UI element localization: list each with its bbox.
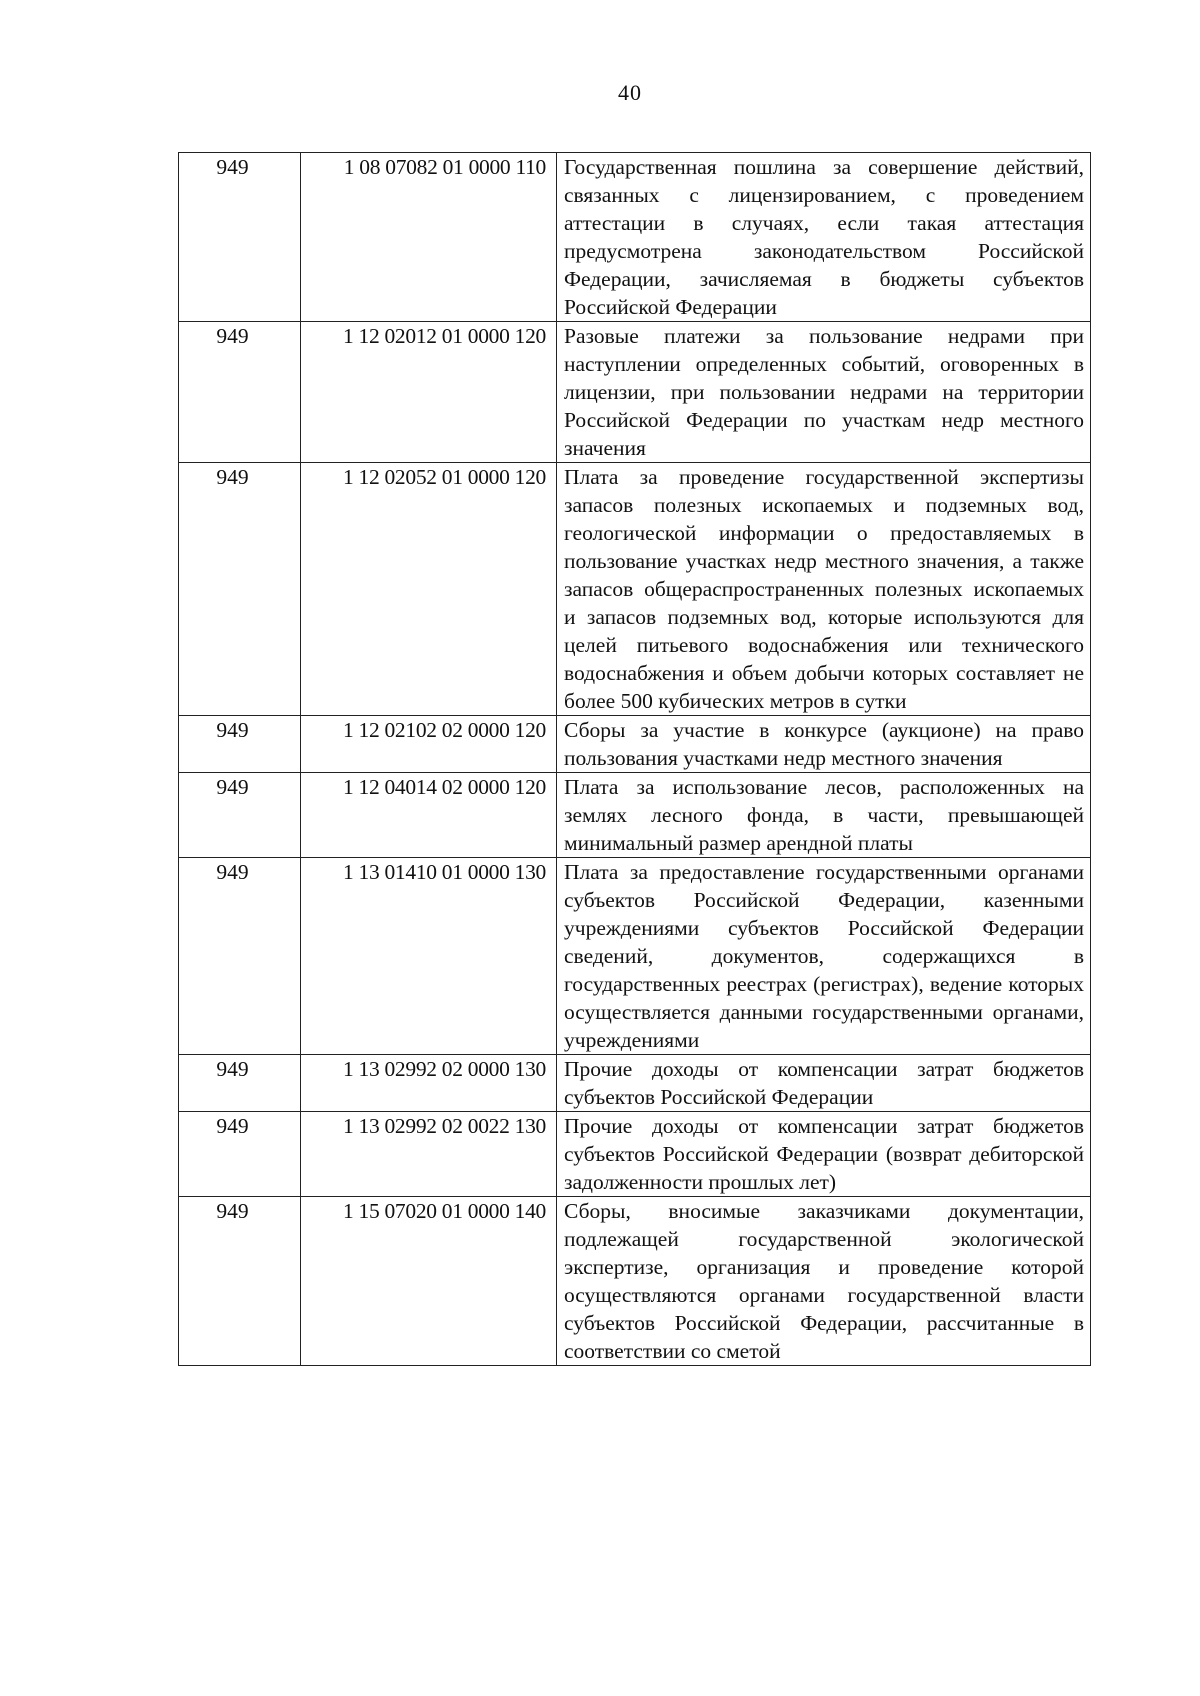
admin-code-cell: 949 — [179, 1197, 301, 1366]
budget-code-cell: 1 12 04014 02 0000 120 — [301, 773, 557, 858]
admin-code-cell: 949 — [179, 716, 301, 773]
page-number: 40 — [618, 80, 642, 105]
admin-code-cell: 949 — [179, 1112, 301, 1197]
table-row — [179, 773, 1091, 858]
table-row — [179, 463, 1091, 716]
table-row — [179, 716, 1091, 773]
admin-code-cell: 949 — [179, 1055, 301, 1112]
table-row — [179, 858, 1091, 1055]
admin-code-cell: 949 — [179, 773, 301, 858]
revenue-name-cell: Разовые платежи за пользование недрами при наступлении определенных событий, оговоренных в лицензии, при пользовании недрами на территории Российской Федерации по участкам недр местного значения — [557, 322, 1091, 463]
table-row — [179, 1197, 1091, 1366]
budget-code-cell: 1 13 02992 02 0022 130 — [301, 1112, 557, 1197]
budget-code-cell: 1 12 02102 02 0000 120 — [301, 716, 557, 773]
revenue-name-cell: Плата за предоставление государственными органами субъектов Российской Федерации, казенными учреждениями субъектов Российской Федерации сведений, документов, содержащихся в государственных реестрах (регистрах), ведение которых осуществляется данными государственными органами, учреждениями — [557, 858, 1091, 1055]
table-row — [179, 1055, 1091, 1112]
admin-code-cell: 949 — [179, 322, 301, 463]
revenue-name-cell: Государственная пошлина за совершение действий, связанных с лицензированием, с проведением аттестации в случаях, если такая аттестация предусмотрена законодательством Российской Федерации, зачисляемая в бюджеты субъектов Российской Федерации — [557, 153, 1091, 322]
admin-code-cell: 949 — [179, 153, 301, 322]
budget-code-cell: 1 08 07082 01 0000 110 — [301, 153, 557, 322]
admin-code-cell: 949 — [179, 858, 301, 1055]
budget-code-cell: 1 13 01410 01 0000 130 — [301, 858, 557, 1055]
revenue-name-cell: Прочие доходы от компенсации затрат бюджетов субъектов Российской Федерации — [557, 1055, 1091, 1112]
revenue-name-cell: Плата за использование лесов, расположенных на землях лесного фонда, в части, превышающей минимальный размер арендной платы — [557, 773, 1091, 858]
table-row — [179, 322, 1091, 463]
revenue-name-cell: Сборы за участие в конкурсе (аукционе) на право пользования участками недр местного значения — [557, 716, 1091, 773]
revenue-name-cell: Сборы, вносимые заказчиками документации, подлежащей государственной экологической экспертизе, организация и проведение которой осуществляются органами государственной власти субъектов Российской Федерации, рассчитанные в соответствии со сметой — [557, 1197, 1091, 1366]
revenue-name-cell: Плата за проведение государственной экспертизы запасов полезных ископаемых и подземных вод, геологической информации о предоставляемых в пользование участках недр местного значения, а также запасов общераспространенных полезных ископаемых и запасов подземных вод, которые используются для целей питьевого водоснабжения или технического водоснабжения и объем добычи которых составляет не более 500 кубических метров в сутки — [557, 463, 1091, 716]
budget-code-cell: 1 15 07020 01 0000 140 — [301, 1197, 557, 1366]
table-row — [179, 153, 1091, 322]
revenue-codes-table — [178, 152, 1091, 1366]
table-row — [179, 1112, 1091, 1197]
admin-code-cell: 949 — [179, 463, 301, 716]
budget-code-cell: 1 12 02052 01 0000 120 — [301, 463, 557, 716]
budget-code-cell: 1 12 02012 01 0000 120 — [301, 322, 557, 463]
revenue-name-cell: Прочие доходы от компенсации затрат бюджетов субъектов Российской Федерации (возврат дебиторской задолженности прошлых лет) — [557, 1112, 1091, 1197]
budget-code-cell: 1 13 02992 02 0000 130 — [301, 1055, 557, 1112]
